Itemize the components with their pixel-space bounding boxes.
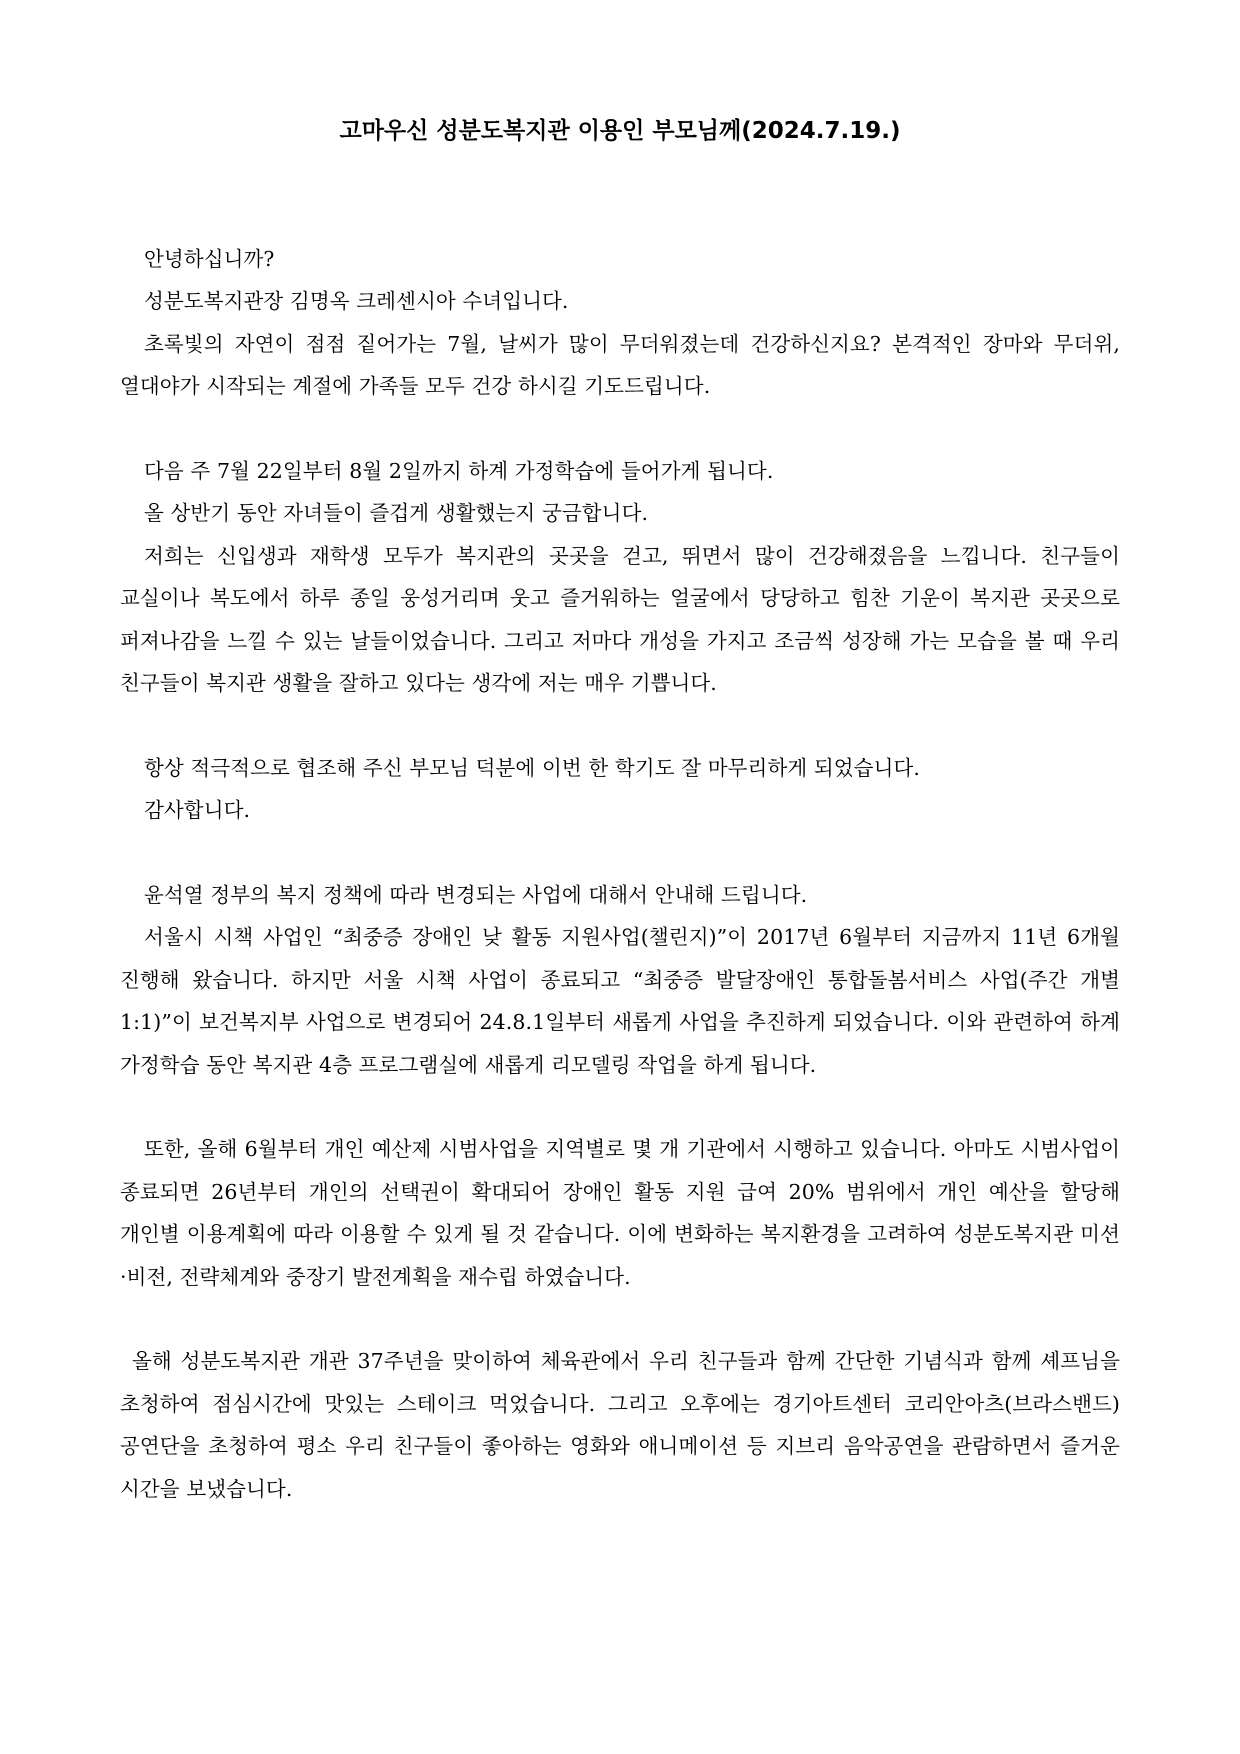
semester-question: 올 상반기 동안 자녀들이 즐겁게 생활했는지 궁금합니다. [144, 501, 649, 526]
letter-title: 고마우신 성분도복지관 이용인 부모님께(2024.7.19.) [339, 118, 901, 144]
letter-page [120, 0, 1120, 1754]
paragraph-gap [120, 1298, 1120, 1340]
anniversary-paragraph: 올해 성분도복지관 개관 37주년을 맞이하여 체육관에서 우리 친구들과 함께 간단한 기념식과 함께 셰프님을 초청하여 점심시간에 맛있는 스테이크 먹었습니다. 그리고 오후에는 경기아트센터 코리안아츠(브라스밴드) 공연단을 초청하여 평소 우리 친구들이 좋아하는 영화와 애니메이션 등 지브리 음악공연을 관람하면서 즐거운 시간을 보냈습니다. [120, 1349, 1120, 1501]
semester-reflection: 저희는 신입생과 재학생 모두가 복지관의 곳곳을 걷고, 뛰면서 많이 건강해졌음을 느낍니다. 친구들이 교실이나 복도에서 하루 종일 웅성거리며 웃고 즐거워하는 얼굴에서 당당하고 힘찬 기운이 복지관 곳곳으로 퍼져나감을 느낄 수 있는 날들이었습니다. 그리고 저마다 개성을 가지고 조금씩 성장해 가는 모습을 볼 때 우리 친구들이 복지관 생활을 잘하고 있다는 생각에 저는 매우 기쁩니다. [120, 543, 1120, 696]
season-greeting: 초록빛의 자연이 점점 짙어가는 7월, 날씨가 많이 무더워졌는데 건강하신지요? 본격적인 장마와 무더위, 열대야가 시작되는 계절에 가족들 모두 건강 하시길 기도드립니다. [120, 331, 1120, 399]
introduction: 성분도복지관장 김명옥 크레센시아 수녀입니다. [144, 289, 569, 314]
paragraph-gap [120, 408, 1120, 450]
greeting: 안녕하십니까? [144, 247, 275, 271]
paragraph-gap [120, 832, 1120, 874]
thanks-closing: 감사합니다. [144, 798, 251, 823]
thanks-paragraph: 항상 적극적으로 협조해 주신 부모님 덕분에 이번 한 학기도 잘 마무리하게 되었습니다. [144, 755, 920, 780]
paragraph-gap [120, 1086, 1120, 1128]
personal-budget-paragraph: 또한, 올해 6월부터 개인 예산제 시범사업을 지역별로 몇 개 기관에서 시행하고 있습니다. 아마도 시범사업이 종료되면 26년부터 개인의 선택권이 확대되어 장애인 활동 지원 급여 20% 범위에서 개인 예산을 할당해 개인별 이용계획에 따라 이용할 수 있게 될 것 같습니다. 이에 변화하는 복지환경을 고려하여 성분도복지관 미션·비전, 전략체계와 중장기 발전계획을 재수립 하였습니다. [120, 1137, 1120, 1289]
letter-body [120, 238, 1120, 1510]
policy-intro: 윤석열 정부의 복지 정책에 따라 변경되는 사업에 대해서 안내해 드립니다. [144, 883, 808, 908]
paragraph-gap [120, 704, 1120, 746]
summer-break-notice: 다음 주 7월 22일부터 8월 2일까지 하계 가정학습에 들어가게 됩니다. [144, 459, 774, 484]
policy-change-paragraph: 서울시 시책 사업인 “최중증 장애인 낮 활동 지원사업(챌린지)”이 2017년 6월부터 지금까지 11년 6개월 진행해 왔습니다. 하지만 서울 시책 사업이 종료되고 “최중증 발달장애인 통합돌봄서비스 사업(주간 개별 1:1)”이 보건복지부 사업으로 변경되어 24.8.1일부터 새롭게 사업을 추진하게 되었습니다. 이와 관련하여 하계 가정학습 동안 복지관 4층 프로그램실에 새롭게 리모델링 작업을 하게 됩니다. [120, 925, 1120, 1077]
